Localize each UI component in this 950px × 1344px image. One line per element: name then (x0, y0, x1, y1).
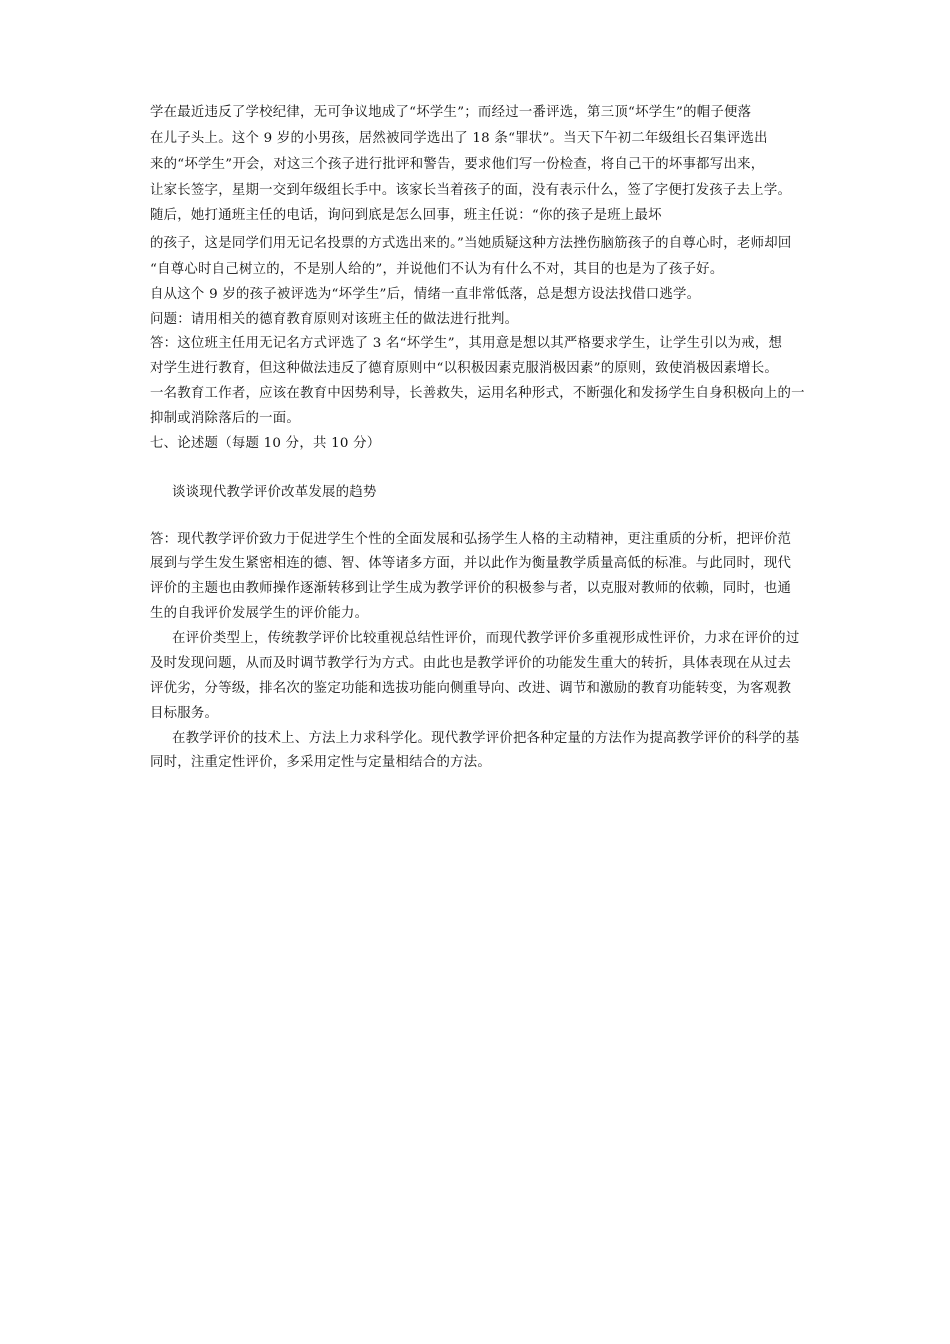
essay-answer-p3-line-2: 同时，注重定性评价，多采用定性与定量相结合的方法。 (150, 755, 492, 770)
essay-answer-p2-line-2: 及时发现问题，从而及时调节教学行为方式。由此也是教学评价的功能发生重大的转折，具体表现在从过去 (150, 656, 792, 671)
case-paragraph-line-5: 随后，她打通班主任的电话，询问到底是怎么回事，班主任说：“你的孩子是班上最坏 (150, 208, 662, 223)
case-paragraph-line-3: 来的“坏学生”开会，对这三个孩子进行批评和警告，要求他们写一份检查，将自己干的坏事都写出来， (150, 157, 765, 172)
case-answer-line-1: 答：这位班主任用无记名方式评选了 3 名“坏学生”，其用意是想以其严格要求学生，让学生引以为戒，想 (150, 336, 783, 351)
essay-answer-p3-line-1: 在教学评价的技术上、方法上力求科学化。现代教学评价把各种定量的方法作为提高教学评价的科学的基 (172, 731, 800, 746)
case-answer-line-4: 抑制或消除落后的一面。 (150, 411, 301, 426)
essay-prompt: 谈谈现代教学评价改革发展的趋势 (172, 485, 377, 500)
essay-answer-p1-line-1: 答：现代教学评价致力于促进学生个性的全面发展和弘扬学生人格的主动精神，更注重质的分析，把评价范 (150, 532, 792, 547)
case-question: 问题：请用相关的德育教育原则对该班主任的做法进行批判。 (150, 312, 519, 327)
case-paragraph-line-4: 让家长签字，星期一交到年级组长手中。该家长当着孩子的面，没有表示什么，签了字便打发孩子去上学。 (150, 183, 792, 198)
essay-answer-p1-line-3: 评价的主题也由教师操作逐渐转移到让学生成为教学评价的积极参与者，以克服对教师的依赖，同时，也通 (150, 581, 792, 596)
case-paragraph-line-2: 在儿子头上。这个 9 岁的小男孩，居然被同学选出了 18 条“罪状”。当天下午初二年级组长召集评选出 (150, 131, 768, 146)
case-paragraph-line-6: 的孩子，这是同学们用无记名投票的方式选出来的。”当她质疑这种方法挫伤脑筋孩子的自尊心时，老师却回 (150, 236, 792, 251)
case-answer-line-3: 一名教育工作者，应该在教育中因势利导，长善救失，运用名种形式，不断强化和发扬学生自身积极向上的一 (150, 386, 805, 401)
case-answer-line-2: 对学生进行教育，但这种做法违反了德育原则中“以积极因素克服消极因素”的原则，致使消极因素增长。 (150, 361, 779, 376)
essay-answer-p2-line-3: 评优劣，分等级，排名次的鉴定功能和选拔功能向侧重导向、改进、调节和激励的教育功能转变，为客观教 (150, 681, 792, 696)
essay-answer-p2-line-1: 在评价类型上，传统教学评价比较重视总结性评价，而现代教学评价多重视形成性评价，力求在评价的过 (172, 631, 800, 646)
case-paragraph-line-8: 自从这个 9 岁的孩子被评选为“坏学生”后，情绪一直非常低落，总是想方设法找借口逃学。 (150, 287, 701, 302)
case-paragraph-line-7: “自尊心时自己树立的，不是别人给的”，并说他们不认为有什么不对，其目的也是为了孩子好。 (150, 262, 724, 277)
essay-answer-p1-line-4: 生的自我评价发展学生的评价能力。 (150, 606, 369, 621)
essay-answer-p1-line-2: 展到与学生发生紧密相连的德、智、体等诸多方面，并以此作为衡量教学质量高低的标准。与此同时，现代 (150, 556, 792, 571)
case-paragraph-line-1: 学在最近违反了学校纪律，无可争议地成了“坏学生”；而经过一番评选，第三顶“坏学生”的帽子便落 (150, 105, 752, 120)
essay-answer-p2-line-4: 目标服务。 (150, 706, 219, 721)
essay-section-heading: 七、论述题（每题 10 分，共 10 分） (150, 436, 381, 451)
